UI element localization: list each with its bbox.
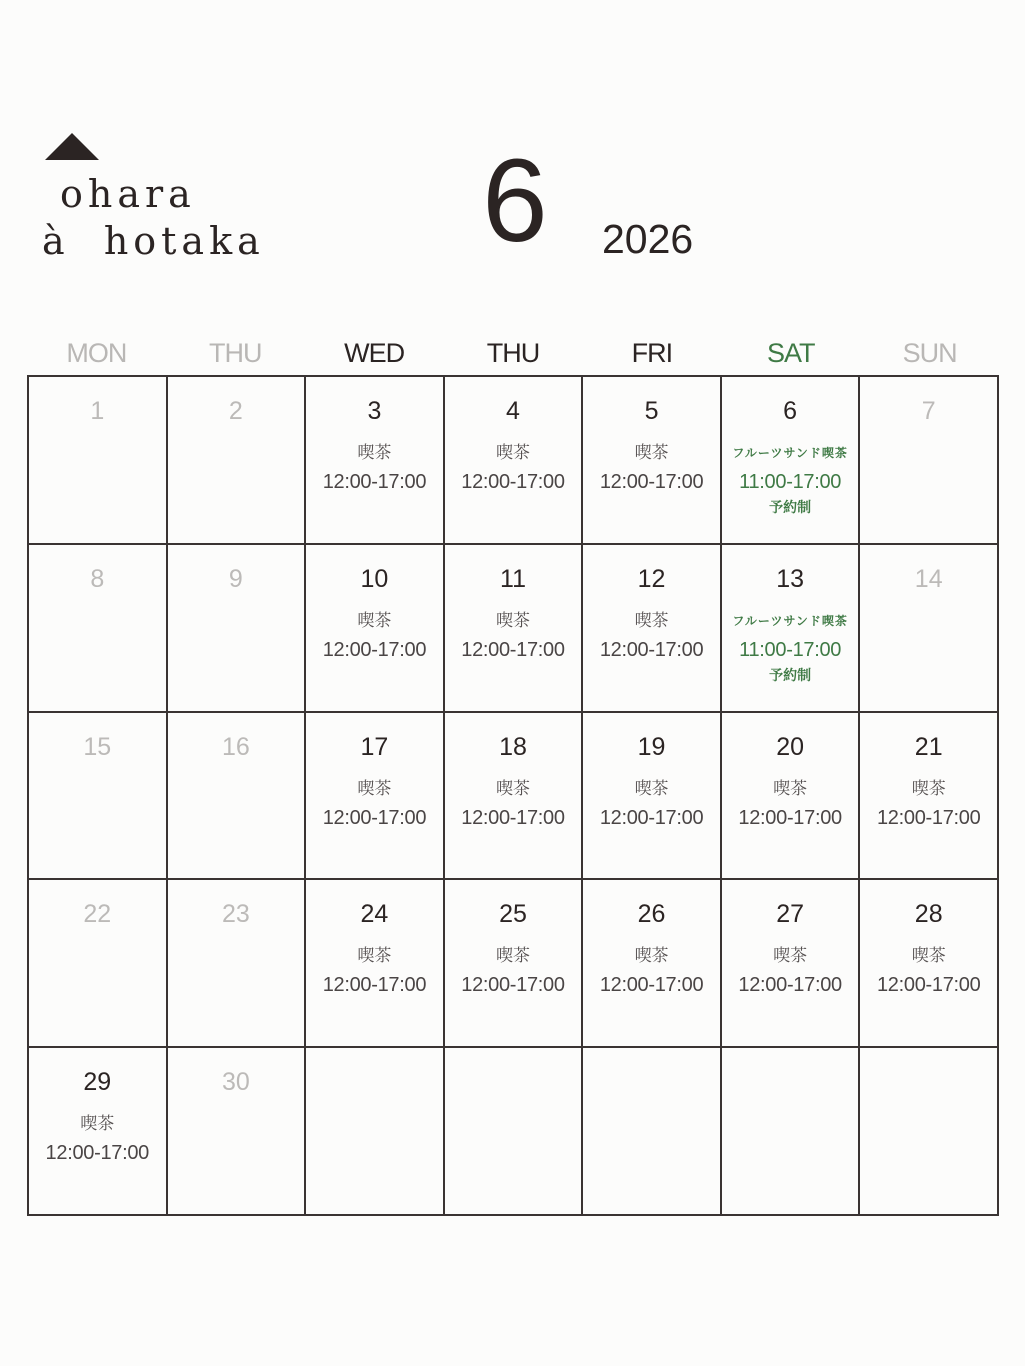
day-cell-8: [29, 545, 168, 713]
event-time: 12:00-17:00: [322, 471, 427, 493]
day-cell-30: [168, 1048, 307, 1216]
month-number: 6: [482, 135, 548, 267]
day-cell-17: [306, 713, 445, 881]
day-cell-18: [445, 713, 584, 881]
day-cell-11: [445, 545, 584, 713]
event-label: 喫茶: [357, 778, 392, 799]
weekday-wed: WED: [344, 338, 405, 368]
logo-text-line1: ohara: [60, 172, 196, 216]
day-cell-26: [583, 880, 722, 1048]
day-number: 12: [637, 564, 666, 593]
day-cell-20: [722, 713, 861, 881]
empty-cell: [306, 1048, 445, 1216]
day-cell-27: [722, 880, 861, 1048]
day-number: 24: [360, 900, 389, 929]
day-number: 21: [914, 732, 943, 761]
day-number: 18: [499, 732, 527, 761]
calendar-grid: [27, 375, 999, 1216]
weekday-thu: THU: [209, 338, 262, 368]
reservation-note: 予約制: [769, 500, 812, 516]
weekday-fri: FRI: [631, 338, 673, 368]
day-number: 1: [90, 397, 105, 425]
event-time: 12:00-17:00: [461, 471, 565, 493]
day-number: 22: [83, 900, 112, 929]
weekday-sat: SAT: [766, 338, 815, 368]
event-time: 12:00-17:00: [461, 806, 565, 829]
day-number: 23: [221, 900, 250, 929]
day-number: 7: [921, 397, 936, 425]
logo-text-line2: à hotaka: [42, 219, 265, 263]
day-number: 3: [367, 397, 382, 425]
event-time: 12:00-17:00: [461, 974, 565, 997]
day-number: 14: [914, 564, 943, 593]
day-number: 8: [90, 564, 105, 593]
day-cell-24: [306, 880, 445, 1048]
day-number: 9: [228, 564, 243, 593]
event-label: 喫茶: [357, 946, 392, 967]
day-cell-21: [860, 713, 999, 881]
event-time: 11:00-17:00: [739, 471, 842, 493]
day-cell-6: [722, 377, 861, 545]
day-number: 26: [637, 900, 666, 929]
event-time: 12:00-17:00: [322, 806, 427, 829]
event-time: 12:00-17:00: [738, 806, 842, 829]
event-time: 12:00-17:00: [599, 974, 704, 997]
day-cell-14: [860, 545, 999, 713]
day-cell-22: [29, 880, 168, 1048]
day-number: 10: [360, 564, 389, 593]
event-label: 喫茶: [911, 946, 946, 967]
event-time: 12:00-17:00: [322, 974, 427, 997]
day-cell-29: [29, 1048, 168, 1216]
day-cell-13: [722, 545, 861, 713]
day-cell-7: [860, 377, 999, 545]
event-label: 喫茶: [773, 778, 808, 799]
day-cell-28: [860, 880, 999, 1048]
day-cell-15: [29, 713, 168, 881]
day-cell-25: [445, 880, 584, 1048]
year-label: 2026: [602, 216, 694, 262]
day-number: 28: [914, 900, 943, 929]
day-number: 11: [500, 564, 526, 593]
day-number: 19: [637, 732, 666, 761]
event-time: 11:00-17:00: [739, 638, 842, 661]
day-number: 5: [644, 397, 659, 425]
event-label: 喫茶: [773, 946, 808, 967]
empty-cell: [445, 1048, 584, 1216]
day-cell-2: [168, 377, 307, 545]
event-label: フルーツサンド喫茶: [732, 446, 848, 460]
empty-cell: [722, 1048, 861, 1216]
event-time: 12:00-17:00: [45, 1142, 150, 1165]
day-cell-10: [306, 545, 445, 713]
event-label: 喫茶: [634, 443, 669, 463]
day-cell-3: [306, 377, 445, 545]
weekday-mon: MON: [66, 338, 127, 368]
day-cell-12: [583, 545, 722, 713]
logo-mountain-icon: [45, 133, 99, 160]
weekday-header: [27, 333, 999, 373]
event-time: 12:00-17:00: [599, 471, 704, 493]
day-cell-23: [168, 880, 307, 1048]
day-number: 30: [221, 1068, 250, 1097]
empty-cell: [860, 1048, 999, 1216]
day-number: 13: [776, 564, 805, 593]
event-label: 喫茶: [911, 778, 946, 799]
event-time: 12:00-17:00: [461, 638, 565, 661]
day-cell-1: [29, 377, 168, 545]
event-time: 12:00-17:00: [599, 806, 704, 829]
event-time: 12:00-17:00: [876, 806, 981, 829]
day-number: 27: [776, 900, 805, 929]
day-number: 16: [221, 732, 250, 761]
day-number: 4: [506, 397, 520, 425]
event-time: 12:00-17:00: [322, 638, 427, 661]
event-label: 喫茶: [495, 610, 530, 631]
day-cell-9: [168, 545, 307, 713]
event-label: 喫茶: [357, 443, 392, 463]
event-label: 喫茶: [357, 610, 392, 631]
weekday-thu: THU: [486, 338, 540, 368]
event-label: フルーツサンド喫茶: [732, 613, 848, 628]
day-cell-5: [583, 377, 722, 545]
event-label: 喫茶: [634, 946, 669, 967]
day-cell-19: [583, 713, 722, 881]
day-number: 25: [499, 900, 527, 929]
event-time: 12:00-17:00: [738, 974, 842, 997]
event-label: 喫茶: [634, 610, 669, 631]
event-label: 喫茶: [495, 443, 530, 463]
day-number: 6: [783, 397, 798, 425]
event-label: 喫茶: [495, 946, 530, 967]
day-number: 17: [360, 732, 389, 761]
event-time: 12:00-17:00: [599, 638, 704, 661]
event-label: 喫茶: [495, 778, 530, 799]
day-cell-16: [168, 713, 307, 881]
empty-cell: [583, 1048, 722, 1216]
day-number: 2: [228, 397, 243, 425]
event-label: 喫茶: [634, 778, 669, 799]
event-time: 12:00-17:00: [876, 974, 981, 997]
day-cell-4: [445, 377, 584, 545]
reservation-note: 予約制: [769, 667, 812, 684]
day-number: 20: [776, 732, 805, 761]
day-number: 15: [83, 732, 112, 761]
weekday-sun: SUN: [902, 338, 957, 368]
event-label: 喫茶: [80, 1114, 115, 1135]
day-number: 29: [83, 1068, 112, 1097]
